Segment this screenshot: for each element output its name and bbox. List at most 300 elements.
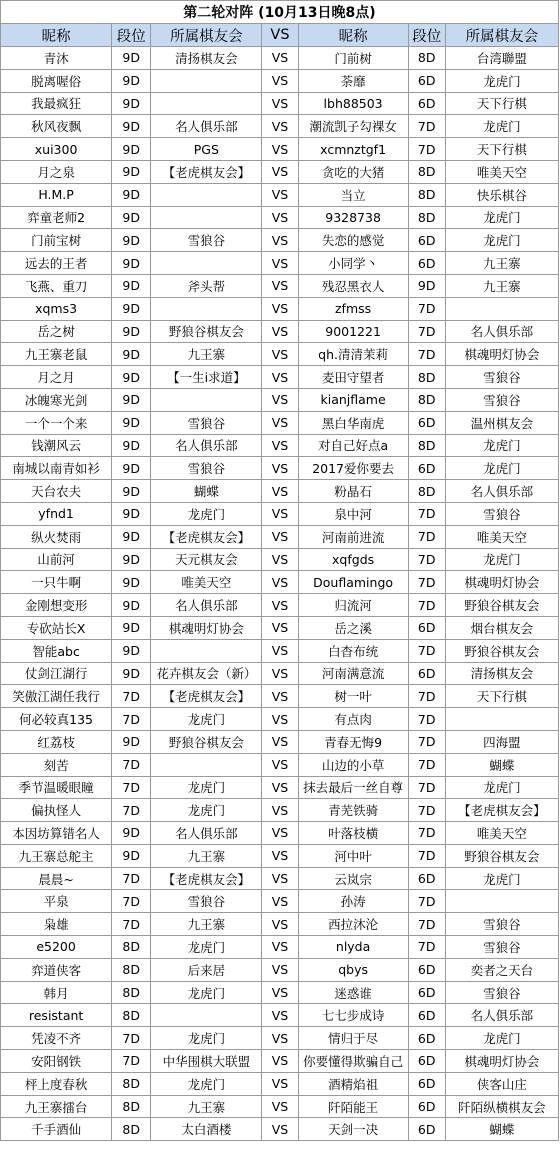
opponent-nickname: 潮流凯子勾裸女 xyxy=(298,115,408,138)
opponent-club: 烟台棋友会 xyxy=(445,616,558,639)
opponent-club: 【老虎棋友会】 xyxy=(445,799,558,822)
opponent-rank: 6D xyxy=(408,1118,445,1141)
opponent-club: 雪狼谷 xyxy=(445,388,558,411)
player-club: 龙虎门 xyxy=(151,936,262,959)
opponent-rank: 7D xyxy=(408,913,445,936)
opponent-nickname: 9001221 xyxy=(298,320,408,343)
vs-label: VS xyxy=(262,594,298,617)
player-nickname: 冰魄寒光剑 xyxy=(1,388,112,411)
opponent-nickname: 贪吃的大猪 xyxy=(298,160,408,183)
opponent-nickname: 树一叶 xyxy=(298,685,408,708)
player-rank: 8D xyxy=(112,1118,151,1141)
player-rank: 9D xyxy=(112,183,151,206)
table-row xyxy=(1,502,559,525)
player-club: 【一生i求道】 xyxy=(151,366,262,389)
opponent-nickname: 麦田守望者 xyxy=(298,366,408,389)
opponent-club: 蝴蝶 xyxy=(445,753,558,776)
player-club: 后来居 xyxy=(151,958,262,981)
opponent-club: 雪狼谷 xyxy=(445,502,558,525)
player-nickname: e5200 xyxy=(1,936,112,959)
player-club: 野狼谷棋友会 xyxy=(151,320,262,343)
opponent-club: 雪狼谷 xyxy=(445,913,558,936)
opponent-club: 九王寨 xyxy=(445,252,558,275)
player-nickname: 天台农夫 xyxy=(1,480,112,503)
opponent-rank: 7D xyxy=(408,138,445,161)
table-row xyxy=(1,822,559,845)
player-club xyxy=(151,69,262,92)
opponent-rank: 7D xyxy=(408,320,445,343)
player-rank: 9D xyxy=(112,525,151,548)
player-rank: 9D xyxy=(112,138,151,161)
player-nickname: 远去的王者 xyxy=(1,252,112,275)
player-club: 九王寨 xyxy=(151,343,262,366)
opponent-rank: 7D xyxy=(408,936,445,959)
opponent-club: 名人俱乐部 xyxy=(445,480,558,503)
opponent-club: 龙虎门 xyxy=(445,457,558,480)
opponent-club: 天下行棋 xyxy=(445,685,558,708)
opponent-rank: 6D xyxy=(408,1050,445,1073)
opponent-rank: 8D xyxy=(408,366,445,389)
player-club: 野狼谷棋友会 xyxy=(151,730,262,753)
player-nickname: 山前河 xyxy=(1,548,112,571)
opponent-rank: 6D xyxy=(408,1072,445,1095)
player-club xyxy=(151,252,262,275)
opponent-nickname: 小同学丶 xyxy=(298,252,408,275)
vs-label: VS xyxy=(262,206,298,229)
table-row xyxy=(1,730,559,753)
player-rank: 7D xyxy=(112,1027,151,1050)
opponent-rank: 6D xyxy=(408,867,445,890)
player-rank: 9D xyxy=(112,844,151,867)
opponent-club xyxy=(445,297,558,320)
opponent-nickname: zfmss xyxy=(298,297,408,320)
player-rank: 7D xyxy=(112,799,151,822)
vs-label: VS xyxy=(262,411,298,434)
table-row xyxy=(1,457,559,480)
opponent-club: 棋魂明灯协会 xyxy=(445,571,558,594)
opponent-rank: 6D xyxy=(408,229,445,252)
vs-label: VS xyxy=(262,160,298,183)
player-nickname: 秋风夜飘 xyxy=(1,115,112,138)
opponent-nickname: 河中叶 xyxy=(298,844,408,867)
vs-label: VS xyxy=(262,138,298,161)
player-nickname: 一只牛啊 xyxy=(1,571,112,594)
table-row xyxy=(1,320,559,343)
opponent-rank: 7D xyxy=(408,822,445,845)
table-row xyxy=(1,1027,559,1050)
opponent-rank: 6D xyxy=(408,1095,445,1118)
player-rank: 9D xyxy=(112,457,151,480)
player-club: 清扬棋友会 xyxy=(151,47,262,70)
player-rank: 7D xyxy=(112,753,151,776)
table-row xyxy=(1,753,559,776)
opponent-nickname: 失恋的感觉 xyxy=(298,229,408,252)
opponent-rank: 7D xyxy=(408,548,445,571)
vs-label: VS xyxy=(262,844,298,867)
player-club: 雪狼谷 xyxy=(151,457,262,480)
player-rank: 9D xyxy=(112,252,151,275)
table-row xyxy=(1,548,559,571)
table-row xyxy=(1,685,559,708)
table-title: 第二轮对阵 (10月13日晚8点) xyxy=(1,1,559,24)
opponent-club: 龙虎门 xyxy=(445,1027,558,1050)
opponent-nickname: xqfgds xyxy=(298,548,408,571)
opponent-club: 雪狼谷 xyxy=(445,981,558,1004)
opponent-rank: 8D xyxy=(408,183,445,206)
opponent-nickname: qh.清清茉莉 xyxy=(298,343,408,366)
player-rank: 9D xyxy=(112,502,151,525)
opponent-nickname: 情归于尽 xyxy=(298,1027,408,1050)
opponent-nickname: 七七步成诗 xyxy=(298,1004,408,1027)
opponent-club: 蝴蝶 xyxy=(445,1118,558,1141)
player-club: 唯美天空 xyxy=(151,571,262,594)
header-opponent-nickname: 昵称 xyxy=(298,24,408,47)
vs-label: VS xyxy=(262,229,298,252)
player-nickname: 韩月 xyxy=(1,981,112,1004)
vs-label: VS xyxy=(262,685,298,708)
vs-label: VS xyxy=(262,936,298,959)
player-nickname: 晨晨~ xyxy=(1,867,112,890)
player-club: 龙虎门 xyxy=(151,776,262,799)
player-nickname: 月之泉 xyxy=(1,160,112,183)
table-row xyxy=(1,411,559,434)
table-row xyxy=(1,799,559,822)
vs-label: VS xyxy=(262,480,298,503)
player-nickname: 安阳钢铁 xyxy=(1,1050,112,1073)
table-row xyxy=(1,69,559,92)
opponent-rank: 6D xyxy=(408,252,445,275)
player-club: 龙虎门 xyxy=(151,1027,262,1050)
opponent-club: 名人俱乐部 xyxy=(445,320,558,343)
opponent-rank: 7D xyxy=(408,799,445,822)
vs-label: VS xyxy=(262,958,298,981)
player-rank: 9D xyxy=(112,320,151,343)
opponent-nickname: 荼靡 xyxy=(298,69,408,92)
opponent-club: 快乐棋谷 xyxy=(445,183,558,206)
table-row xyxy=(1,594,559,617)
vs-label: VS xyxy=(262,890,298,913)
opponent-rank: 8D xyxy=(408,160,445,183)
table-row xyxy=(1,274,559,297)
table-row xyxy=(1,115,559,138)
opponent-club: 龙虎门 xyxy=(445,776,558,799)
player-rank: 7D xyxy=(112,867,151,890)
player-nickname: 刻苦 xyxy=(1,753,112,776)
opponent-nickname: qbys xyxy=(298,958,408,981)
player-rank: 7D xyxy=(112,890,151,913)
opponent-club: 龙虎门 xyxy=(445,115,558,138)
opponent-rank: 6D xyxy=(408,411,445,434)
opponent-nickname: 当立 xyxy=(298,183,408,206)
opponent-club: 名人俱乐部 xyxy=(445,1004,558,1027)
opponent-nickname: 酒精焰祖 xyxy=(298,1072,408,1095)
opponent-nickname: 孙涛 xyxy=(298,890,408,913)
player-club: 龙虎门 xyxy=(151,1072,262,1095)
vs-label: VS xyxy=(262,571,298,594)
opponent-rank: 6D xyxy=(408,457,445,480)
opponent-club: 龙虎门 xyxy=(445,229,558,252)
opponent-rank: 7D xyxy=(408,639,445,662)
opponent-club: 野狼谷棋友会 xyxy=(445,594,558,617)
table-row xyxy=(1,388,559,411)
player-club xyxy=(151,297,262,320)
player-nickname: yfnd1 xyxy=(1,502,112,525)
opponent-club xyxy=(445,708,558,731)
vs-label: VS xyxy=(262,1072,298,1095)
opponent-rank: 8D xyxy=(408,388,445,411)
player-nickname: 九王寨老鼠 xyxy=(1,343,112,366)
opponent-rank: 7D xyxy=(408,776,445,799)
player-rank: 9D xyxy=(112,366,151,389)
player-nickname: 门前宝树 xyxy=(1,229,112,252)
vs-label: VS xyxy=(262,69,298,92)
player-rank: 8D xyxy=(112,936,151,959)
player-club: 名人俱乐部 xyxy=(151,115,262,138)
table-row xyxy=(1,936,559,959)
opponent-rank: 7D xyxy=(408,844,445,867)
opponent-rank: 7D xyxy=(408,502,445,525)
player-nickname: 枭雄 xyxy=(1,913,112,936)
player-rank: 8D xyxy=(112,958,151,981)
opponent-rank: 6D xyxy=(408,1027,445,1050)
player-club: 雪狼谷 xyxy=(151,411,262,434)
opponent-nickname: 云岚宗 xyxy=(298,867,408,890)
opponent-rank: 6D xyxy=(408,69,445,92)
opponent-club: 温州棋友会 xyxy=(445,411,558,434)
opponent-club: 唯美天空 xyxy=(445,160,558,183)
player-nickname: 仗剑江湖行 xyxy=(1,662,112,685)
header-rank: 段位 xyxy=(112,24,151,47)
vs-label: VS xyxy=(262,525,298,548)
opponent-club: 龙虎门 xyxy=(445,548,558,571)
player-club: 【老虎棋友会】 xyxy=(151,160,262,183)
table-row xyxy=(1,708,559,731)
player-nickname: 九王寨擂台 xyxy=(1,1095,112,1118)
opponent-rank: 9D xyxy=(408,274,445,297)
opponent-rank: 6D xyxy=(408,616,445,639)
opponent-club: 野狼谷棋友会 xyxy=(445,844,558,867)
vs-label: VS xyxy=(262,799,298,822)
player-nickname: 本因坊算错名人 xyxy=(1,822,112,845)
vs-label: VS xyxy=(262,274,298,297)
vs-label: VS xyxy=(262,320,298,343)
opponent-rank: 8D xyxy=(408,434,445,457)
vs-label: VS xyxy=(262,662,298,685)
table-row xyxy=(1,571,559,594)
vs-label: VS xyxy=(262,388,298,411)
player-club: 雪狼谷 xyxy=(151,229,262,252)
player-rank: 9D xyxy=(112,594,151,617)
opponent-nickname: 9328738 xyxy=(298,206,408,229)
player-nickname: resistant xyxy=(1,1004,112,1027)
player-rank: 9D xyxy=(112,730,151,753)
opponent-club: 阡陌纵横棋友会 xyxy=(445,1095,558,1118)
vs-label: VS xyxy=(262,252,298,275)
opponent-club: 奕者之天台 xyxy=(445,958,558,981)
opponent-nickname: 白杳布统 xyxy=(298,639,408,662)
player-rank: 9D xyxy=(112,229,151,252)
player-rank: 9D xyxy=(112,92,151,115)
player-club: 天元棋友会 xyxy=(151,548,262,571)
player-nickname: 枰上度春秋 xyxy=(1,1072,112,1095)
player-rank: 9D xyxy=(112,571,151,594)
opponent-rank: 6D xyxy=(408,662,445,685)
table-row xyxy=(1,1004,559,1027)
player-nickname: 我最疯狂 xyxy=(1,92,112,115)
player-nickname: 飞燕、重刀 xyxy=(1,274,112,297)
opponent-club: 侠客山庄 xyxy=(445,1072,558,1095)
pairing-rows xyxy=(1,47,559,1141)
player-rank: 7D xyxy=(112,685,151,708)
player-rank: 9D xyxy=(112,388,151,411)
vs-label: VS xyxy=(262,366,298,389)
opponent-nickname: 河南满意流 xyxy=(298,662,408,685)
player-club: 九王寨 xyxy=(151,1095,262,1118)
opponent-rank: 7D xyxy=(408,297,445,320)
opponent-rank: 7D xyxy=(408,685,445,708)
table-row xyxy=(1,366,559,389)
player-nickname: 专砍站长X xyxy=(1,616,112,639)
player-nickname: 季节温暖眼瞳 xyxy=(1,776,112,799)
table-row xyxy=(1,1072,559,1095)
opponent-nickname: 迷惑谁 xyxy=(298,981,408,1004)
header-opponent-rank: 段位 xyxy=(408,24,445,47)
table-row xyxy=(1,252,559,275)
table-row xyxy=(1,639,559,662)
opponent-nickname: 山边的小草 xyxy=(298,753,408,776)
vs-label: VS xyxy=(262,776,298,799)
player-nickname: 何必较真135 xyxy=(1,708,112,731)
opponent-nickname: 抹去最后一丝自尊 xyxy=(298,776,408,799)
player-rank: 9D xyxy=(112,160,151,183)
player-club: 【老虎棋友会】 xyxy=(151,525,262,548)
opponent-club: 四海盟 xyxy=(445,730,558,753)
vs-label: VS xyxy=(262,1050,298,1073)
table-row xyxy=(1,47,559,70)
player-club: 斧头帮 xyxy=(151,274,262,297)
opponent-rank: 8D xyxy=(408,206,445,229)
opponent-club: 天下行棋 xyxy=(445,138,558,161)
table-row xyxy=(1,160,559,183)
opponent-club: 龙虎门 xyxy=(445,206,558,229)
opponent-rank: 8D xyxy=(408,47,445,70)
player-rank: 8D xyxy=(112,1004,151,1027)
player-club: 花卉棋友会（新） xyxy=(151,662,262,685)
player-club: 龙虎门 xyxy=(151,799,262,822)
opponent-nickname: lbh88503 xyxy=(298,92,408,115)
table-row xyxy=(1,206,559,229)
player-club: 【老虎棋友会】 xyxy=(151,867,262,890)
player-nickname: 青沐 xyxy=(1,47,112,70)
opponent-club: 棋魂明灯协会 xyxy=(445,1050,558,1073)
opponent-nickname: 青春无悔9 xyxy=(298,730,408,753)
table-row xyxy=(1,844,559,867)
player-club: PGS xyxy=(151,138,262,161)
opponent-nickname: 青芜铁骑 xyxy=(298,799,408,822)
vs-label: VS xyxy=(262,616,298,639)
player-nickname: 笑傲江湖任我行 xyxy=(1,685,112,708)
vs-label: VS xyxy=(262,913,298,936)
vs-label: VS xyxy=(262,343,298,366)
opponent-rank: 7D xyxy=(408,890,445,913)
opponent-rank: 7D xyxy=(408,594,445,617)
opponent-club: 龙虎门 xyxy=(445,69,558,92)
player-rank: 9D xyxy=(112,69,151,92)
header-opponent-club: 所属棋友会 xyxy=(445,24,558,47)
table-row xyxy=(1,1095,559,1118)
opponent-nickname: 西拉沐沦 xyxy=(298,913,408,936)
player-rank: 9D xyxy=(112,274,151,297)
player-nickname: 红荔枝 xyxy=(1,730,112,753)
player-nickname: 月之月 xyxy=(1,366,112,389)
opponent-nickname: 有点肉 xyxy=(298,708,408,731)
opponent-nickname: 泉中河 xyxy=(298,502,408,525)
player-nickname: 智能abc xyxy=(1,639,112,662)
opponent-club: 雪狼谷 xyxy=(445,366,558,389)
player-club xyxy=(151,183,262,206)
opponent-club: 龙虎门 xyxy=(445,867,558,890)
opponent-nickname: 天剑一决 xyxy=(298,1118,408,1141)
player-rank: 8D xyxy=(112,1072,151,1095)
player-nickname: 南城以南青如衫 xyxy=(1,457,112,480)
vs-label: VS xyxy=(262,92,298,115)
player-rank: 9D xyxy=(112,47,151,70)
vs-label: VS xyxy=(262,434,298,457)
opponent-nickname: 河南前进流 xyxy=(298,525,408,548)
vs-label: VS xyxy=(262,753,298,776)
vs-label: VS xyxy=(262,822,298,845)
opponent-nickname: 岳之溪 xyxy=(298,616,408,639)
vs-label: VS xyxy=(262,981,298,1004)
opponent-rank: 7D xyxy=(408,730,445,753)
vs-label: VS xyxy=(262,502,298,525)
player-club: 中华围棋大联盟 xyxy=(151,1050,262,1073)
opponent-rank: 8D xyxy=(408,480,445,503)
player-nickname: 弈道侠客 xyxy=(1,958,112,981)
table-row xyxy=(1,434,559,457)
opponent-rank: 7D xyxy=(408,708,445,731)
opponent-nickname: xcmnztgf1 xyxy=(298,138,408,161)
table-row xyxy=(1,1118,559,1141)
vs-label: VS xyxy=(262,47,298,70)
player-club: 名人俱乐部 xyxy=(151,822,262,845)
player-club xyxy=(151,753,262,776)
vs-label: VS xyxy=(262,548,298,571)
header-club: 所属棋友会 xyxy=(151,24,262,47)
opponent-nickname: nlyda xyxy=(298,936,408,959)
header-row xyxy=(1,24,559,47)
opponent-club xyxy=(445,890,558,913)
player-nickname: 偏执怪人 xyxy=(1,799,112,822)
table-row xyxy=(1,229,559,252)
player-rank: 9D xyxy=(112,548,151,571)
player-rank: 9D xyxy=(112,616,151,639)
vs-label: VS xyxy=(262,1095,298,1118)
player-nickname: 九王寨总舵主 xyxy=(1,844,112,867)
table-row xyxy=(1,343,559,366)
player-rank: 9D xyxy=(112,297,151,320)
table-row xyxy=(1,616,559,639)
player-club: 棋魂明灯协会 xyxy=(151,616,262,639)
player-rank: 7D xyxy=(112,708,151,731)
vs-label: VS xyxy=(262,867,298,890)
opponent-club: 龙虎门 xyxy=(445,434,558,457)
opponent-club: 唯美天空 xyxy=(445,525,558,548)
player-club xyxy=(151,388,262,411)
opponent-nickname: 粉晶石 xyxy=(298,480,408,503)
vs-label: VS xyxy=(262,183,298,206)
vs-label: VS xyxy=(262,115,298,138)
